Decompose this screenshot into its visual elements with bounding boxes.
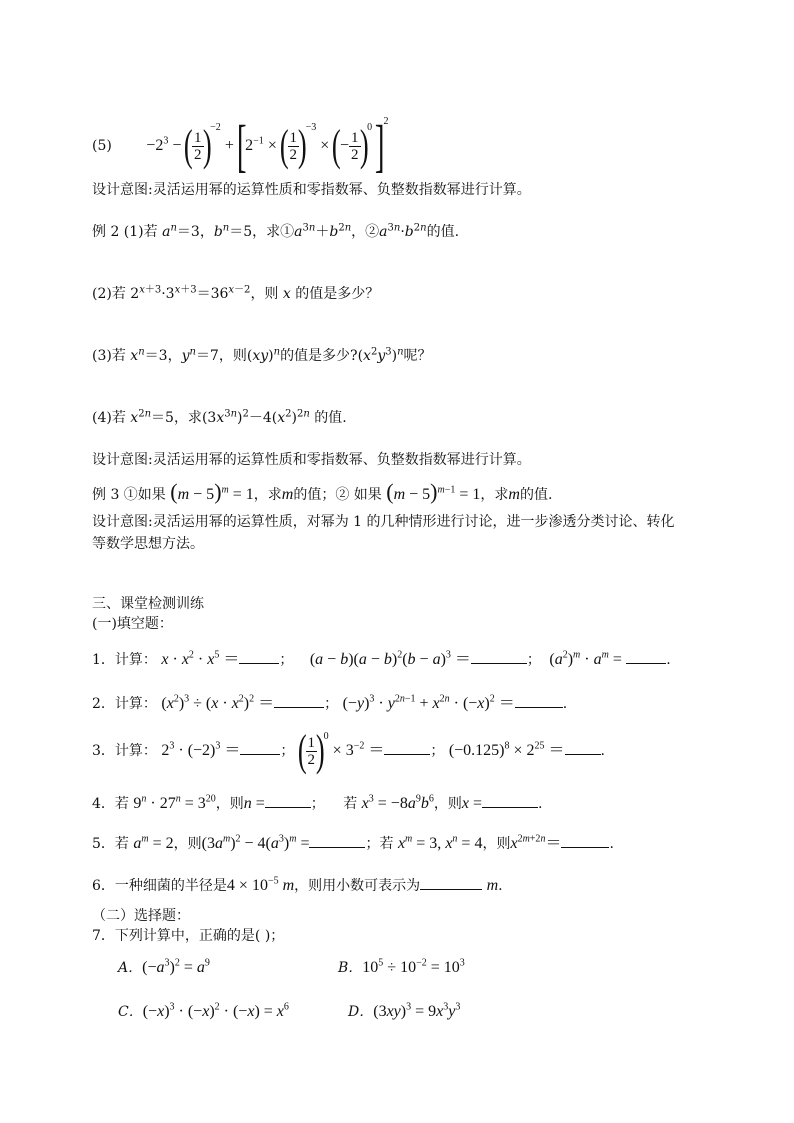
question-2: 2．计算： $(x^2)^3 \div (x \cdot x^2)^2$ ＝ ； $(-y)^3 \cdot y^{2n-1} + x^{2n} \cdot (-x)^2$ ＝ . [92,693,568,712]
problem-5 [92,113,389,179]
option-c[interactable]: C．$(-x)^3 \cdot (-x)^2 \cdot (-x) = x^6$ [118,1001,289,1020]
answer-blank[interactable] [565,739,601,755]
example-3: 例 3 ①如果 $(m - 5)^m = 1$，求m的值；② 如果 $(m - 5)^{m-1} = 1$，求m的值. [92,479,553,504]
question-7-title: 7．下列计算中，正确的是( )； [92,928,285,944]
problem-5-expression: $-2^3$ − ( $\frac{1}{2}$ )$^{-2} + [2^{-1}$ × ( $\frac{1}{2}$ )$^{-3}$ × (− $\frac{1}{2}$ )$^0$ ]$^2$ [146,113,389,179]
answer-blank[interactable] [265,792,311,808]
answer-blank[interactable] [626,648,666,664]
answer-blank[interactable] [420,874,482,890]
example-2-part-2: (2)若 $2^{x+3}\cdot 3^{x+3}=36^{x-2}$，则 x 的值是多少？ [92,284,380,302]
question-4: 4．若 $9^n \cdot 27^n = 3^{20}$，则n = ； 若 $x^3 = -8a^9b^6$，则x = . [92,793,543,812]
answer-blank[interactable] [515,692,563,708]
answer-blank[interactable] [274,692,324,708]
part-1-title: (一)填空题： [92,616,173,632]
option-b[interactable]: B．$10^5 \div 10^{-2} = 10^3$ [338,957,465,976]
answer-blank[interactable] [240,739,280,755]
section-3-title: 三、课堂检测训练 [92,596,204,612]
part-2-title: （二）选择题： [92,908,190,924]
question-6: 6．一种细菌的半径是$4 \times 10^{-5}$ m，则用小数可表示为 m. [92,875,503,894]
question-3: 3．计算： $2^3 \cdot (-2)^3$ ＝ ； ( $\frac{1}{2}$ )$^0 \times 3^{-2}$ ＝ ； $(-0.125)^8 \times 2^{25}$ ＝ . [92,726,605,776]
question-5: 5．若 $a^m = 2$，则$(3a^m)^2 - 4(a^3)^m$ = ；若 $x^m = 3$, $x^n = 4$，则$x^{2m+2n}=$ . [92,833,614,852]
example-2-part-3: (3)若 $x^n=3$，$y^n=7$，则(xy)$^n$的值是多少$?(x^2y^3)^n$呢？ [92,346,432,364]
answer-blank[interactable] [482,792,538,808]
answer-blank[interactable] [561,832,609,848]
answer-blank[interactable] [239,648,279,664]
option-d[interactable]: D．$(3xy)^3 = 9x^3y^3$ [348,1001,461,1020]
design-intent-3-line-1: 设计意图:灵活运用幂的运算性质，对幂为 1 的几种情形进行讨论，进一步渗透分类讨论、转化 [92,514,675,530]
answer-blank[interactable] [309,832,365,848]
option-a[interactable]: A．$(-a^3)^2 = a^9$ [118,957,210,976]
problem-5-label: (5) [92,138,112,154]
answer-blank[interactable] [471,648,527,664]
design-intent-1: 设计意图:灵活运用幂的运算性质和零指数幂、负整数指数幂进行计算。 [92,182,531,198]
question-1: 1．计算： $x \cdot x^2 \cdot x^5$ ＝ ； $(a - b)(a - b)^2(b - a)^3$ ＝ ； $(a^2)^m \cdot a^m$ = . [92,649,671,668]
design-intent-2: 设计意图:灵活运用幂的运算性质和零指数幂、负整数指数幂进行计算。 [92,452,531,468]
example-2-part-1: 例 2 (1)若 $a^n=3$，$b^n=5$，求$①a^{3n}+b^{2n}$，$②a^{3n}\cdot b^{2n}$的值. [92,222,460,240]
example-2-part-4: (4)若 $x^{2n}=5$，求$(3x^{3n})^2-4(x^2)^{2n}$ 的值. [92,408,347,426]
answer-blank[interactable] [384,739,430,755]
design-intent-3-line-2: 等数学思想方法。 [92,536,204,552]
